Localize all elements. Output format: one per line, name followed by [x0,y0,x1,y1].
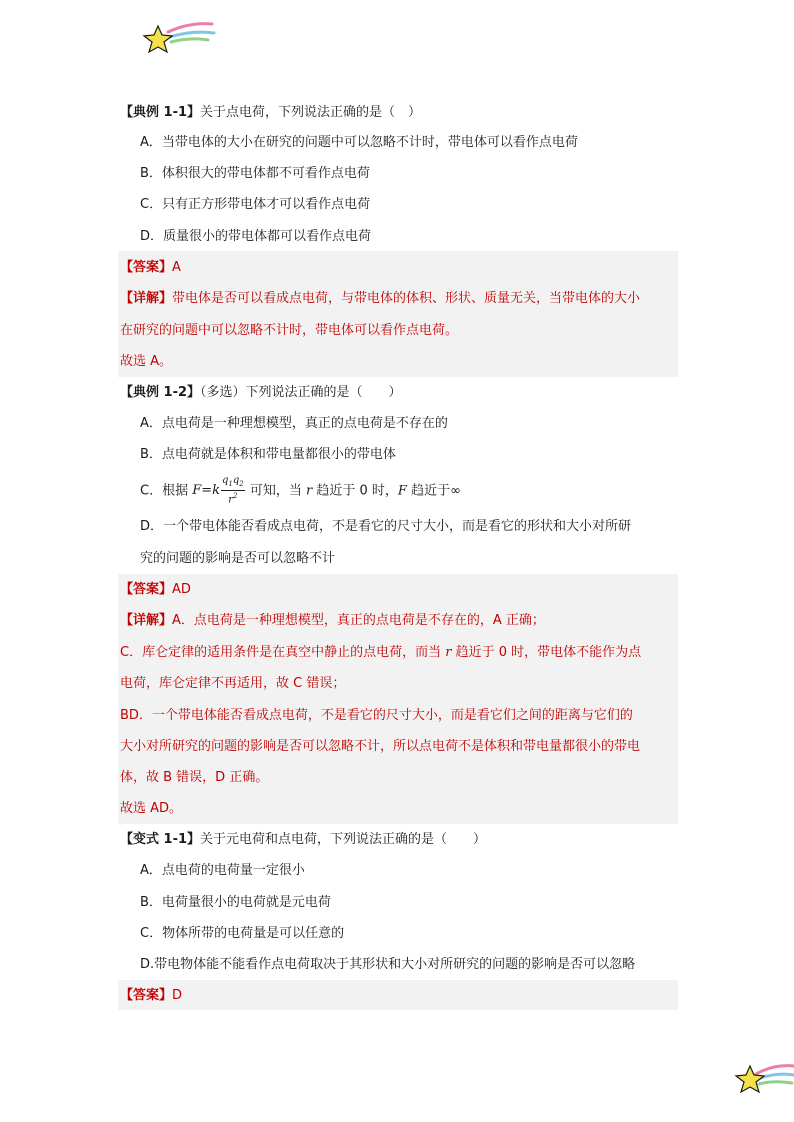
detail-line: BD．一个带电体能否看成点电荷，不是看它的尺寸大小，而是看它们之间的距离与它们的 [120,708,633,723]
conclusion: 故选 A。 [120,354,173,369]
formula-fraction [221,475,245,505]
detail-tag: 【详解】 [120,291,173,306]
example-1-1-stem [120,104,680,122]
detail-text: C．库仑定律的适用条件是在真空中静止的点电荷，而当 [120,645,446,660]
option-b: B．电荷量很小的电荷就是元电荷 [140,895,331,910]
coulomb-formula [192,474,246,508]
detail-line: 大小对所研究的问题的影响是否可以忽略不计，所以点电荷不是体积和带电量都很小的带电 [120,739,641,754]
numerator-q2: q [232,475,240,487]
example-tag: 【典例 1-2】 [120,385,201,400]
question-text: （多选）下列说法正确的是（ ） [200,385,402,400]
answer-line [120,987,680,1005]
detail-text: 趋近于 0 时，带电体不能作为点 [451,645,642,660]
denominator-r: r [228,494,234,506]
detail-line [120,644,680,662]
option-c [140,474,700,509]
question-text: 关于点电荷，下列说法正确的是（ ） [200,105,422,120]
answer-value: AD [172,582,191,597]
detail-line [120,290,680,308]
option-c: C．物体所带的电荷量是可以任意的 [140,926,345,941]
option-d-cont: 究的问题的影响是否可以忽略不计 [140,551,336,566]
detail-text: A．点电荷是一种理想模型，真正的点电荷是不存在的，A 正确； [172,613,545,628]
detail-line: 体，故 B 错误，D 正确。 [120,770,269,785]
shooting-star-icon [140,18,220,60]
formula-lhs: F=k [192,483,221,498]
answer-line [120,581,680,599]
option-d: D．一个带电体能否看成点电荷，不是看它的尺寸大小，而是看它的形状和大小对所研 [140,519,632,534]
option-a: A．点电荷是一种理想模型，真正的点电荷是不存在的 [140,416,448,431]
superscript-2: 2 [233,492,238,501]
numerator-q1: q [222,475,229,487]
shooting-star-icon [734,1058,794,1098]
option-d: D．质量很小的带电体都可以看作点电荷 [140,229,372,244]
conclusion: 故选 AD。 [120,801,183,816]
question-text: 关于元电荷和点电荷，下列说法正确的是（ ） [200,832,487,847]
detail-text: 带电体是否可以看成点电荷，与带电体的体积、形状、质量无关，当带电体的大小 [172,291,641,306]
option-a: A．点电荷的电荷量一定很小 [140,863,305,878]
subscript-2: 2 [239,480,244,489]
variant-1-1-stem [120,831,680,849]
option-a: A．当带电体的大小在研究的问题中可以忽略不计时，带电体可以看作点电荷 [140,135,578,150]
answer-value: A [172,260,181,275]
subscript-1: 1 [228,480,233,489]
option-c: C．只有正方形带电体才可以看作点电荷 [140,197,371,212]
answer-line [120,259,680,277]
detail-tag: 【详解】 [120,613,173,628]
option-c-text: 趋近于∞ [406,483,461,499]
variable-r: r [445,645,452,660]
variable-r: r [306,483,313,499]
answer-tag: 【答案】 [120,260,173,275]
detail-line: 在研究的问题中可以忽略不计时，带电体可以看作点电荷。 [120,323,459,338]
option-c-text: 趋近于 0 时， [312,483,398,499]
detail-line [120,612,680,630]
example-tag: 【典例 1-1】 [120,105,201,120]
option-d: D.带电物体能不能看作点电荷取决于其形状和大小对所研究的问题的影响是否可以忽略 [140,957,636,972]
example-1-2-stem [120,384,680,402]
answer-value: D [172,988,183,1003]
option-b: B．体积很大的带电体都不可看作点电荷 [140,166,370,181]
option-c-prefix: C．根据 [140,483,193,499]
detail-line: 电荷，库仑定律不再适用，故 C 错误； [120,676,346,691]
answer-tag: 【答案】 [120,582,173,597]
answer-tag: 【答案】 [120,988,173,1003]
variant-tag: 【变式 1-1】 [120,832,201,847]
option-b: B．点电荷就是体积和带电量都很小的带电体 [140,447,396,462]
option-c-text: 可知，当 [245,483,307,499]
variable-f: F [397,483,407,499]
